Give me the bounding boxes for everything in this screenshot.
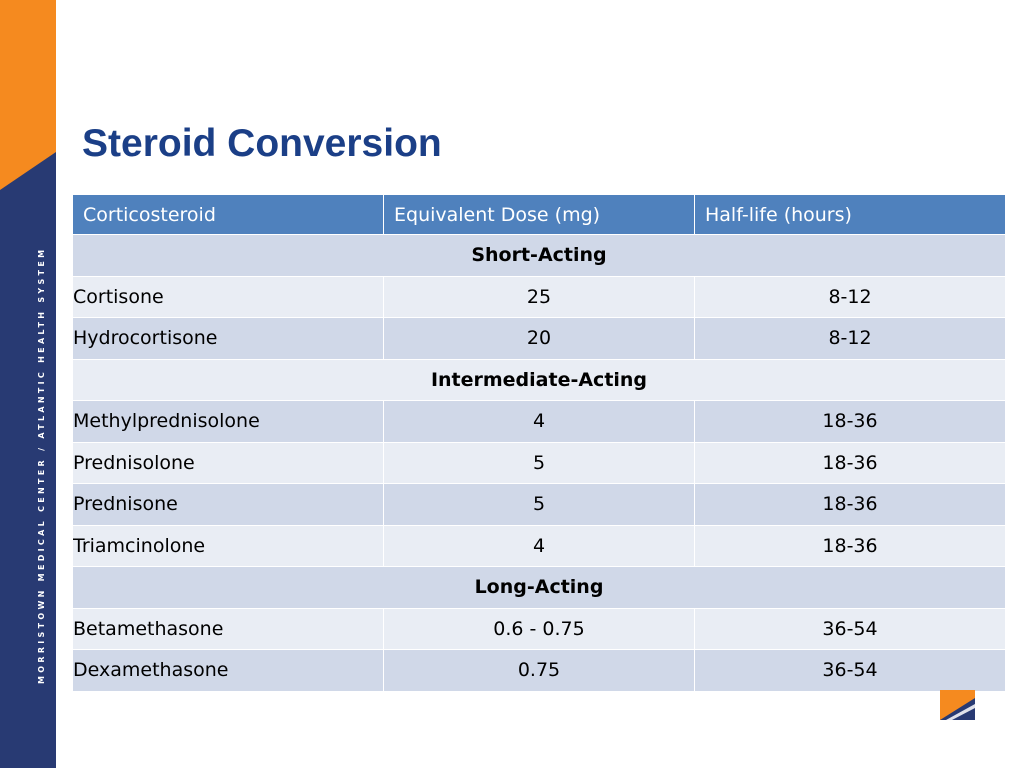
steroid-conversion-table bbox=[72, 194, 1006, 692]
table-row bbox=[73, 401, 1006, 443]
half-life: 8-12 bbox=[695, 318, 1006, 360]
table-row bbox=[73, 650, 1006, 692]
corticosteroid-name: Triamcinolone bbox=[73, 525, 384, 567]
corticosteroid-name: Prednisone bbox=[73, 484, 384, 526]
group-label: Long-Acting bbox=[73, 567, 1006, 609]
sidebar-orange-accent bbox=[0, 0, 56, 190]
half-life: 18-36 bbox=[695, 484, 1006, 526]
table-row bbox=[73, 484, 1006, 526]
slide-title: Steroid Conversion bbox=[82, 122, 442, 165]
corticosteroid-name: Dexamethasone bbox=[73, 650, 384, 692]
group-row-long-acting bbox=[73, 567, 1006, 609]
equivalent-dose: 5 bbox=[384, 484, 695, 526]
half-life: 36-54 bbox=[695, 608, 1006, 650]
logo-mark-icon bbox=[940, 690, 975, 720]
table-row bbox=[73, 276, 1006, 318]
half-life: 18-36 bbox=[695, 401, 1006, 443]
table-row bbox=[73, 608, 1006, 650]
equivalent-dose: 4 bbox=[384, 401, 695, 443]
header-corticosteroid: Corticosteroid bbox=[73, 195, 384, 235]
corticosteroid-name: Hydrocortisone bbox=[73, 318, 384, 360]
equivalent-dose: 0.6 - 0.75 bbox=[384, 608, 695, 650]
group-label: Intermediate-Acting bbox=[73, 359, 1006, 401]
half-life: 36-54 bbox=[695, 650, 1006, 692]
equivalent-dose: 0.75 bbox=[384, 650, 695, 692]
corticosteroid-name: Methylprednisolone bbox=[73, 401, 384, 443]
table-row bbox=[73, 525, 1006, 567]
equivalent-dose: 5 bbox=[384, 442, 695, 484]
sidebar-organization-text: MORRISTOWN MEDICAL CENTER / ATLANTIC HEALTH SYSTEM bbox=[37, 246, 46, 684]
header-half-life: Half-life (hours) bbox=[695, 195, 1006, 235]
half-life: 18-36 bbox=[695, 442, 1006, 484]
equivalent-dose: 20 bbox=[384, 318, 695, 360]
left-sidebar bbox=[0, 0, 56, 768]
corticosteroid-name: Betamethasone bbox=[73, 608, 384, 650]
table-row bbox=[73, 442, 1006, 484]
corticosteroid-name: Cortisone bbox=[73, 276, 384, 318]
table-header-row bbox=[73, 195, 1006, 235]
group-row-intermediate-acting bbox=[73, 359, 1006, 401]
corticosteroid-name: Prednisolone bbox=[73, 442, 384, 484]
group-row-short-acting bbox=[73, 235, 1006, 277]
equivalent-dose: 25 bbox=[384, 276, 695, 318]
header-equivalent-dose: Equivalent Dose (mg) bbox=[384, 195, 695, 235]
half-life: 18-36 bbox=[695, 525, 1006, 567]
equivalent-dose: 4 bbox=[384, 525, 695, 567]
group-label: Short-Acting bbox=[73, 235, 1006, 277]
table-row bbox=[73, 318, 1006, 360]
half-life: 8-12 bbox=[695, 276, 1006, 318]
